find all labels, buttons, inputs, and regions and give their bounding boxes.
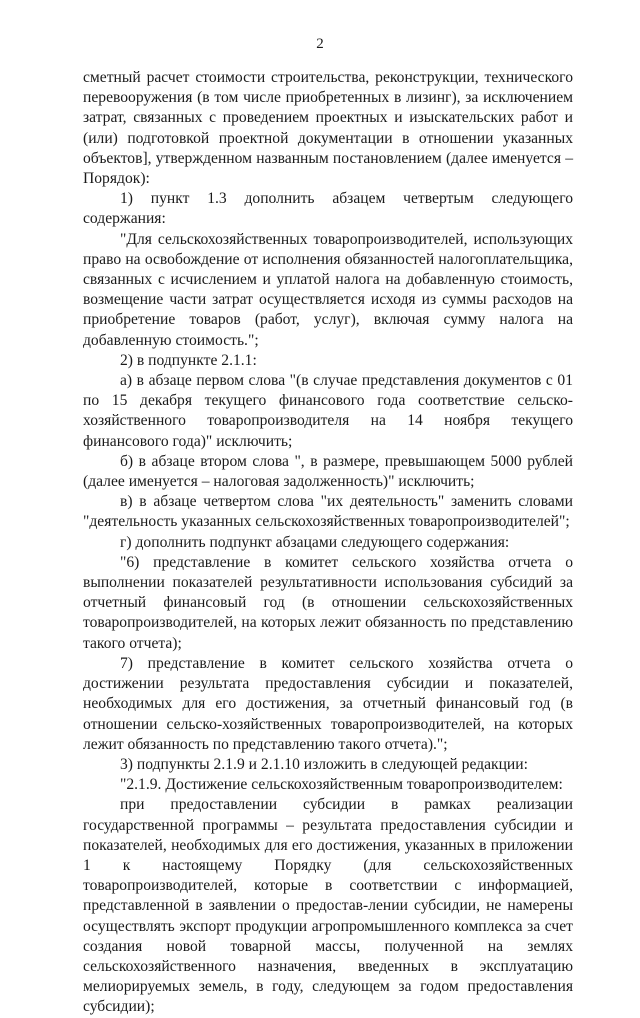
paragraph: б) в абзаце втором слова ", в размере, превышающем 5000 рублей (далее именуется – налоговая задолженность)" исключить; [83, 452, 573, 491]
document-body [83, 68, 573, 1018]
paragraph: г) дополнить подпункт абзацами следующего содержания: [120, 533, 510, 551]
paragraph: "Для сельскохозяйственных товаропроизводителей, использующих право на освобождение от исполнения обязанностей налогоплательщика, связанных с исчислением и уплатой налога на добавленную стоимость, возмещение части затрат осуществляется исходя из суммы расходов на приобретение товаров (работ, услуг), включая сумму налога на добавленную стоимость."; [83, 230, 573, 349]
paragraph: 1) пункт 1.3 дополнить абзацем четвертым следующего содержания: [83, 190, 573, 228]
page-number: 2 [316, 36, 324, 52]
paragraph: 7) представление в комитет сельского хозяйства отчета о достижении результата предоставления субсидии и показателей, необходимых для его достижения, за отчетный финансовый год (в отношении сельско-хозяйственных товаропроизводителей, на которых лежит обязанность по представлению такого отчета)."; [83, 654, 573, 753]
paragraph: а) в абзаце первом слова "(в случае представления документов с 01 по 15 декабря текущего финансового года соответствие сельско-хозяйственного товаропроизводителя на 14 ноября текущего финансового года)" исключить; [83, 372, 573, 450]
paragraph: 2) в подпункте 2.1.1: [120, 351, 257, 369]
paragraph: 3) подпункты 2.1.9 и 2.1.10 изложить в следующей редакции: [120, 755, 528, 773]
paragraph: сметный расчет стоимости строительства, реконструкции, технического перевооружения (в том числе приобретенных в лизинг), за исключением затрат, связанных с проведением проектных и изыскательских работ и (или) подготовкой проектной документации в отношении указанных объектов], утвержденном названным постановлением (далее именуется – Порядок): [83, 69, 573, 188]
paragraph: "2.1.9. Достижение сельскохозяйственным товаропроизводителем: [120, 776, 563, 794]
paragraph: при предоставлении субсидии в рамках реализации государственной программы – результата предоставления субсидии и показателей, необходимых для его достижения, указанных в приложении 1 к настоящему Порядку (для сельскохозяйственных товаропроизводителей, которые в соответствии с информацией, представленной в заявлении о предостав-лении субсидии, не намерены осуществлять экспорт продукции агропромышленного комплекса за счет создания новой товарной массы, полученной на землях сельскохозяйственного назначения, введенных в эксплуатацию мелиорируемых земель, в году, следующем за годом предоставления субсидии); [83, 796, 573, 1016]
paragraph: в) в абзаце четвертом слова "их деятельность" заменить словами "деятельность указанных сельскохозяйственных товаропроизводителей"; [83, 493, 573, 531]
paragraph: "6) представление в комитет сельского хозяйства отчета о выполнении показателей результативности использования субсидий за отчетный финансовый год (в отношении сельскохозяйственных товаропроизводителей, на которых лежит обязанность по представлению такого отчета); [83, 553, 573, 652]
